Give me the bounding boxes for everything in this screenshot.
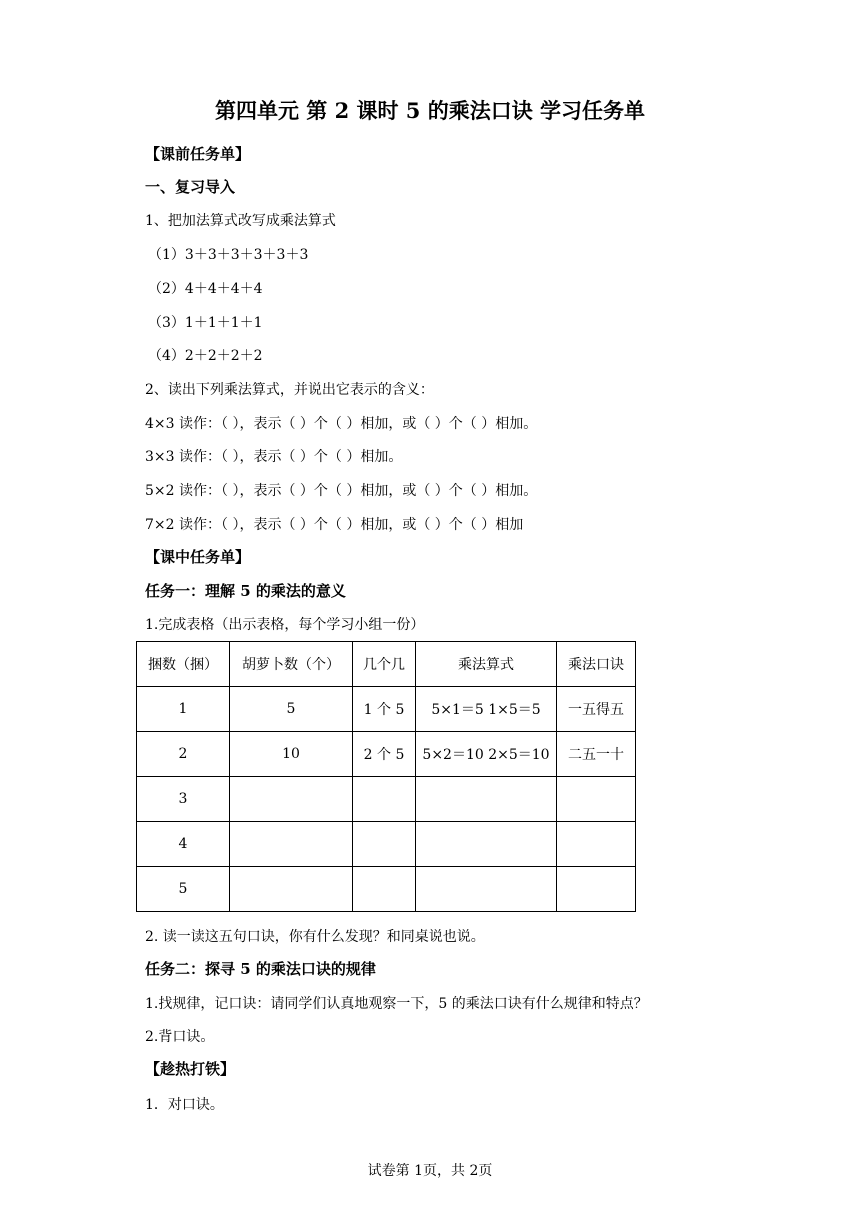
table-row (137, 777, 636, 822)
table-cell: 5 (230, 687, 353, 732)
table-cell: 3 (137, 777, 230, 822)
task2-heading: 任务二：探寻 5 的乘法口诀的规律 (145, 960, 376, 978)
page-footer: 试卷第 1页，共 2页 (367, 1163, 493, 1179)
q2-item: 5×2 读作：（ ），表示（ ）个（ ）相加，或（ ）个（ ）相加。 (145, 483, 538, 499)
table-cell: 5×1＝5 1×5＝5 (416, 687, 557, 732)
table-cell (353, 867, 416, 912)
table-cell (353, 822, 416, 867)
q1-item: （3）1＋1＋1＋1 (148, 315, 263, 331)
table-cell: 2 (137, 732, 230, 777)
table-cell (230, 822, 353, 867)
table-cell (557, 867, 636, 912)
multiplication-table (136, 641, 636, 912)
q1-item: （4）2＋2＋2＋2 (148, 348, 263, 364)
table-header-cell: 乘法算式 (416, 642, 557, 687)
table-header-cell: 乘法口诀 (557, 642, 636, 687)
table-header-cell: 捆数（捆） (137, 642, 230, 687)
q2-item: 4×3 读作：（ ），表示（ ）个（ ）相加，或（ ）个（ ）相加。 (145, 416, 538, 432)
table-cell (416, 867, 557, 912)
table-cell: 二五一十 (557, 732, 636, 777)
table-cell (230, 777, 353, 822)
practice-heading: 【趁热打铁】 (145, 1060, 236, 1078)
page-title: 第四单元 第 2 课时 5 的乘法口诀 学习任务单 (214, 98, 646, 123)
table-cell (416, 777, 557, 822)
in-class-heading: 【课中任务单】 (145, 548, 251, 566)
task2-question-2: 2.背口诀。 (145, 1029, 215, 1045)
table-cell (353, 777, 416, 822)
table-cell: 一五得五 (557, 687, 636, 732)
question-1: 1、把加法算式改写成乘法算式 (145, 213, 336, 229)
table-row (137, 732, 636, 777)
table-row (137, 822, 636, 867)
task1-question-2: 2. 读一读这五句口诀，你有什么发现？和同桌说也说。 (145, 929, 485, 945)
q2-item: 3×3 读作：（ ），表示（ ）个（ ）相加。 (145, 449, 403, 465)
q1-item: （1）3＋3＋3＋3＋3＋3 (148, 247, 309, 263)
table-cell (557, 777, 636, 822)
table-cell: 10 (230, 732, 353, 777)
question-2: 2、读出下列乘法算式，并说出它表示的含义： (145, 382, 434, 398)
table-cell: 1 (137, 687, 230, 732)
table-row (137, 687, 636, 732)
practice-question-1: 1．对口诀。 (145, 1097, 224, 1113)
table-cell: 4 (137, 822, 230, 867)
table-cell: 5 (137, 867, 230, 912)
table-cell: 5×2＝10 2×5＝10 (416, 732, 557, 777)
table-cell: 2 个 5 (353, 732, 416, 777)
table-row (137, 867, 636, 912)
table-header-cell: 胡萝卜数（个） (230, 642, 353, 687)
review-section-heading: 一、复习导入 (145, 178, 236, 196)
table-cell (557, 822, 636, 867)
task1-heading: 任务一：理解 5 的乘法的意义 (145, 582, 346, 600)
task1-question-1: 1.完成表格（出示表格，每个学习小组一份） (145, 617, 425, 633)
table-cell: 1 个 5 (353, 687, 416, 732)
table-header-row (137, 642, 636, 687)
pre-class-heading: 【课前任务单】 (145, 145, 251, 163)
table-header-cell: 几个几 (353, 642, 416, 687)
q2-item: 7×2 读作：（ ），表示（ ）个（ ）相加，或（ ）个（ ）相加 (145, 517, 524, 533)
q1-item: （2）4＋4＋4＋4 (148, 281, 263, 297)
table-cell (416, 822, 557, 867)
task2-question-1: 1.找规律，记口诀：请同学们认真地观察一下，5 的乘法口诀有什么规律和特点？ (145, 996, 648, 1012)
table-cell (230, 867, 353, 912)
